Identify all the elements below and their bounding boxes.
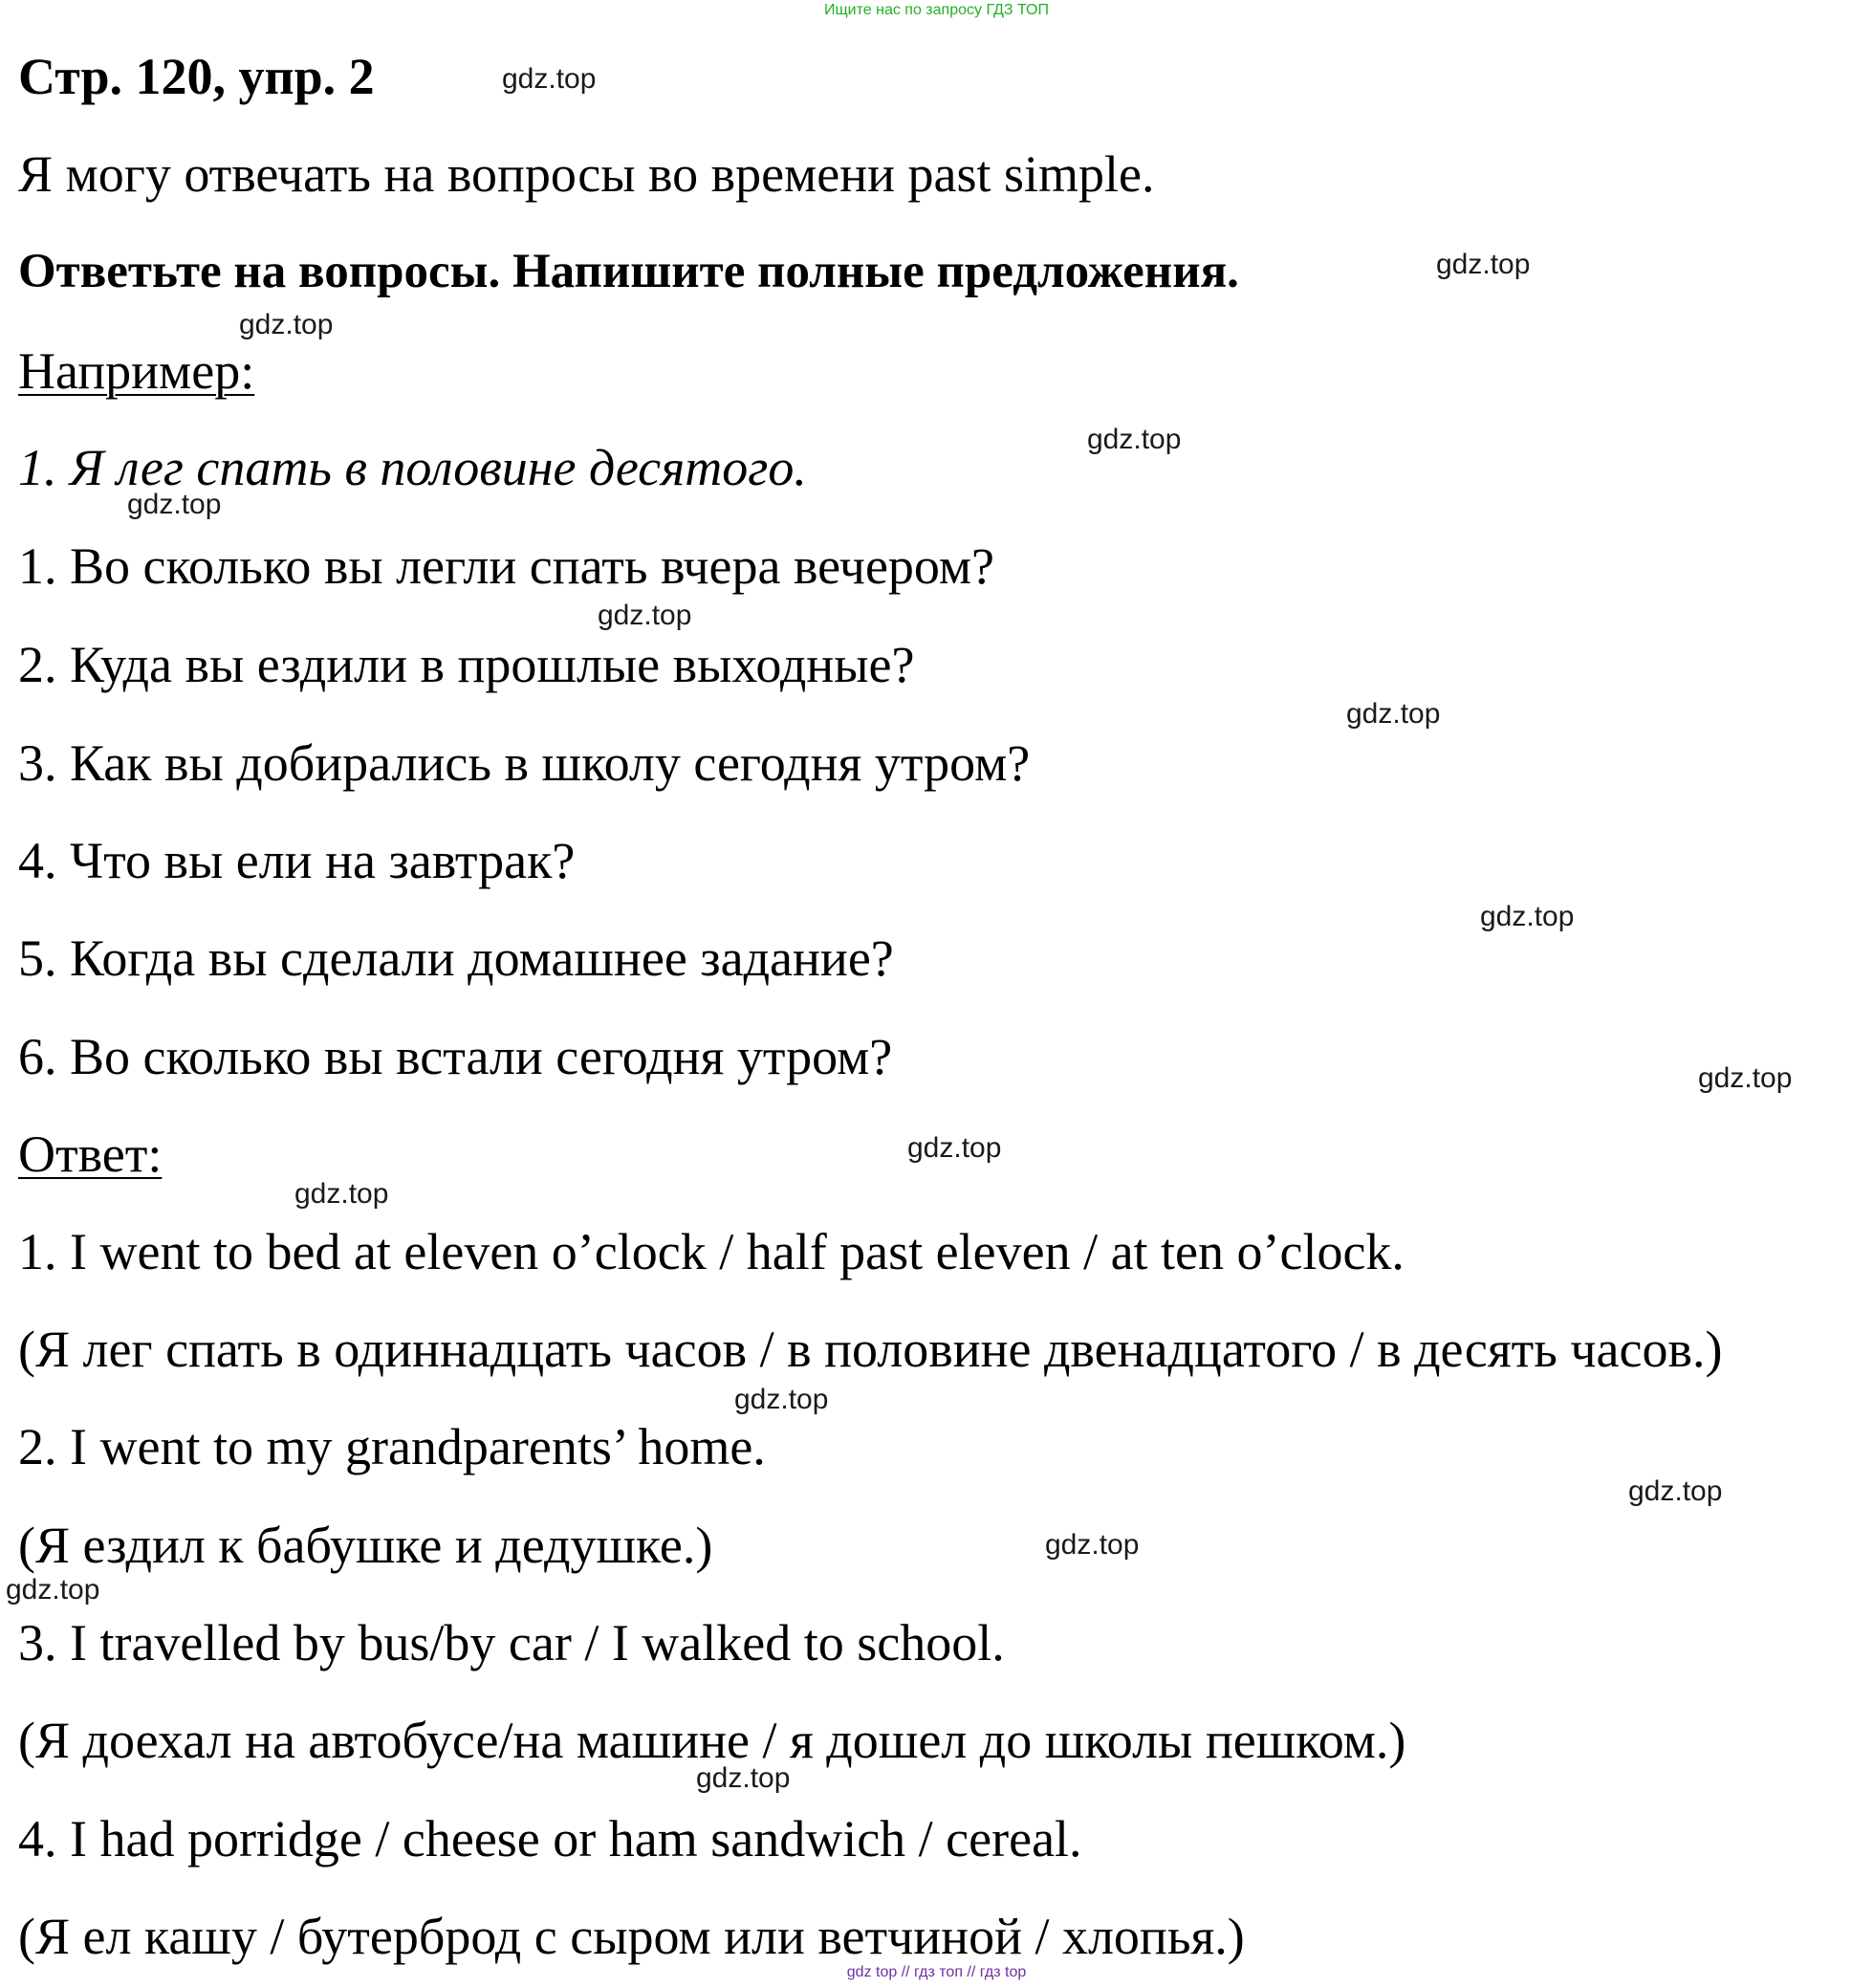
answer-russian: (Я ездил к бабушке и дедушке.)	[18, 1517, 713, 1574]
answer-russian: (Я ел кашу / бутерброд с сыром или ветчиной / хлопья.)	[18, 1908, 1245, 1965]
watermark: gdz.top	[1698, 1062, 1793, 1094]
watermark: gdz.top	[1045, 1529, 1140, 1561]
bottom-watermark: gdz top // гдз топ // гдз top	[846, 1964, 1027, 1980]
watermark: gdz.top	[907, 1132, 1002, 1164]
goal-text: Я могу отвечать на вопросы во времени past simple.	[18, 145, 1155, 203]
answer-english: 2. I went to my grandparents’ home.	[18, 1418, 766, 1475]
watermark: gdz.top	[127, 489, 222, 520]
answer-russian: (Я лег спать в одиннадцать часов / в половине двенадцатого / в десять часов.)	[18, 1321, 1723, 1378]
watermark: gdz.top	[696, 1762, 791, 1794]
watermark: gdz.top	[1087, 424, 1182, 455]
watermark: gdz.top	[502, 63, 597, 95]
watermark: gdz.top	[1346, 698, 1441, 730]
top-watermark: Ищите нас по запросу ГДЗ ТОП	[824, 2, 1049, 18]
watermark: gdz.top	[294, 1178, 389, 1210]
instruction-text: Ответьте на вопросы. Напишите полные предложения.	[18, 245, 1239, 298]
answer-label: Ответ:	[18, 1125, 163, 1183]
watermark: gdz.top	[734, 1384, 829, 1415]
question-item: 2. Куда вы ездили в прошлые выходные?	[18, 636, 915, 693]
question-item: 6. Во сколько вы встали сегодня утром?	[18, 1028, 893, 1085]
question-item: 4. Что вы ели на завтрак?	[18, 832, 576, 889]
watermark: gdz.top	[1436, 249, 1531, 280]
answer-russian: (Я доехал на автобусе/на машине / я дошел до школы пешком.)	[18, 1712, 1406, 1769]
question-item: 1. Во сколько вы легли спать вчера вечером?	[18, 537, 995, 595]
page-title: Стр. 120, упр. 2	[18, 48, 375, 105]
watermark: gdz.top	[6, 1574, 100, 1606]
example-text: 1. Я лег спать в половине десятого.	[18, 439, 807, 496]
example-label: Например:	[18, 342, 255, 400]
watermark: gdz.top	[598, 600, 692, 631]
answer-english: 1. I went to bed at eleven o’clock / half past eleven / at ten o’clock.	[18, 1223, 1405, 1280]
question-item: 3. Как вы добирались в школу сегодня утром?	[18, 734, 1031, 792]
answer-english: 3. I travelled by bus/by car / I walked to school.	[18, 1614, 1005, 1671]
watermark: gdz.top	[1480, 901, 1575, 932]
watermark: gdz.top	[1628, 1475, 1723, 1507]
question-item: 5. Когда вы сделали домашнее задание?	[18, 929, 894, 987]
answer-english: 4. I had porridge / cheese or ham sandwich / cereal.	[18, 1810, 1082, 1868]
watermark: gdz.top	[239, 309, 334, 340]
